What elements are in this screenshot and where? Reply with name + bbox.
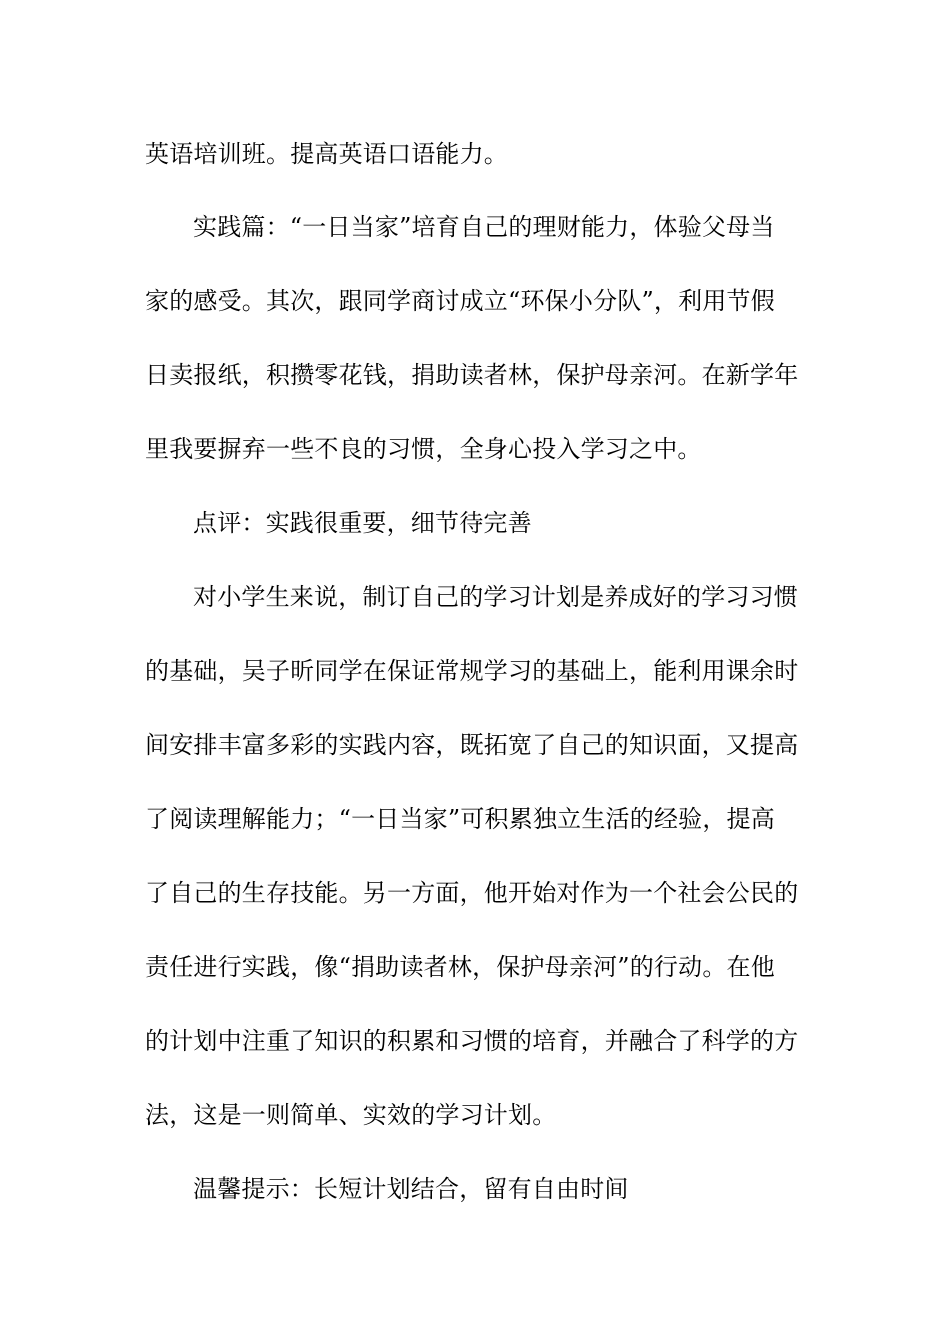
text-line: 法，这是一则简单、实效的学习计划。 — [145, 1101, 557, 1129]
tip-heading: 温馨提示：长短计划结合，留有自由时间 — [193, 1175, 629, 1203]
text-line: 责任进行实践，像“捐助读者林，保护母亲河”的行动。在他 — [145, 953, 775, 981]
comment-heading: 点评：实践很重要，细节待完善 — [193, 509, 532, 537]
text-line: 的计划中注重了知识的积累和习惯的培育，并融合了科学的方 — [145, 1027, 799, 1055]
text-line: 家的感受。其次，跟同学商讨成立“环保小分队”，利用节假 — [145, 287, 775, 315]
text-line: 了阅读理解能力；“一日当家”可积累独立生活的经验，提高 — [145, 805, 775, 833]
paragraph-practice-heading: 实践篇：“一日当家”培育自己的理财能力，体验父母当 — [193, 213, 775, 241]
text-line: 间安排丰富多彩的实践内容，既拓宽了自己的知识面，又提高 — [145, 731, 799, 759]
text-line: 里我要摒弃一些不良的习惯，全身心投入学习之中。 — [145, 435, 702, 463]
text-line: 日卖报纸，积攒零花钱，捐助读者林，保护母亲河。在新学年 — [145, 361, 799, 389]
text-line: 英语培训班。提高英语口语能力。 — [145, 140, 508, 168]
text-line: 了自己的生存技能。另一方面，他开始对作为一个社会公民的 — [145, 879, 799, 907]
paragraph-comment-start: 对小学生来说，制订自己的学习计划是养成好的学习习惯 — [193, 583, 798, 611]
text-line: 的基础，吴子昕同学在保证常规学习的基础上，能利用课余时 — [145, 657, 799, 685]
